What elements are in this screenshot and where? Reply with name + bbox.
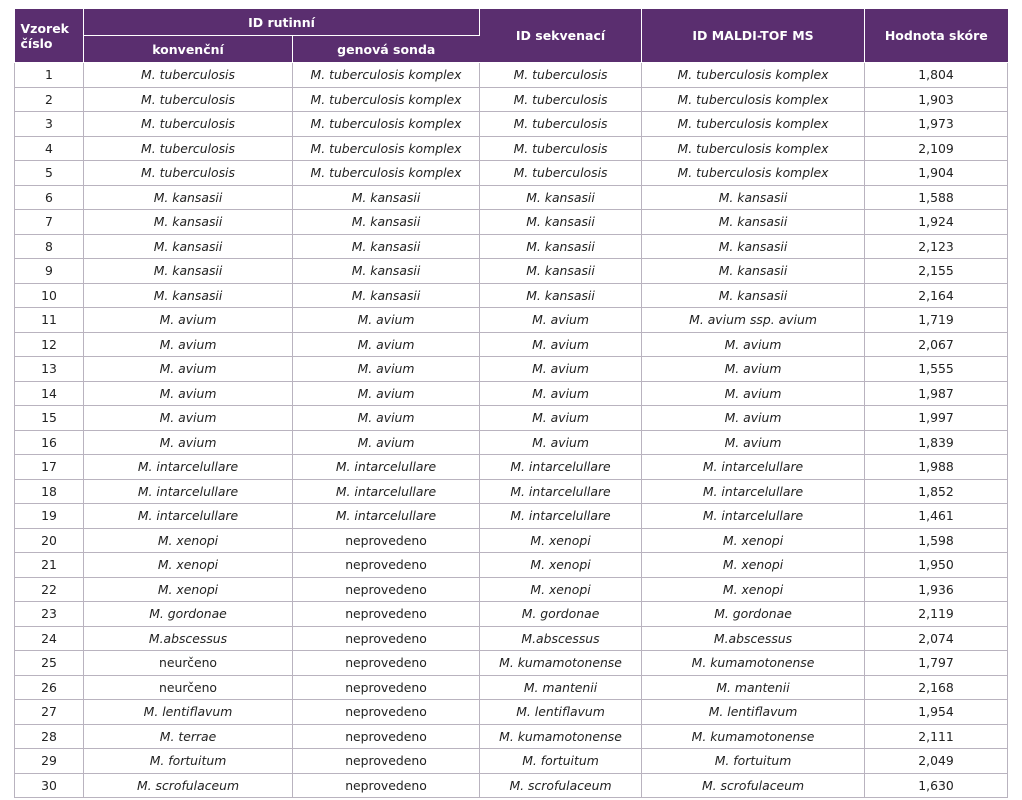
table-row (15, 430, 1008, 455)
cell-konvencni: M. gordonae (84, 602, 293, 627)
cell-genova-sonda: M. intarcelullare (293, 504, 480, 529)
table-row (15, 332, 1008, 357)
table-row (15, 63, 1008, 88)
cell-skore: 1,936 (865, 577, 1008, 602)
cell-skore: 1,839 (865, 430, 1008, 455)
table-row (15, 112, 1008, 137)
table-row (15, 381, 1008, 406)
cell-maldi: M. kansasii (642, 283, 865, 308)
cell-sekvenaci: M. gordonae (480, 602, 642, 627)
cell-maldi: M. intarcelullare (642, 455, 865, 480)
cell-maldi: M. tuberculosis komplex (642, 87, 865, 112)
header-hodnota-skore: Hodnota skóre (865, 9, 1008, 63)
cell-sekvenaci: M. xenopi (480, 577, 642, 602)
cell-sekvenaci: M. scrofulaceum (480, 773, 642, 798)
cell-genova-sonda: neprovedeno (293, 602, 480, 627)
cell-maldi: M. kansasii (642, 234, 865, 259)
table-row (15, 234, 1008, 259)
cell-maldi: M. tuberculosis komplex (642, 136, 865, 161)
table-row (15, 700, 1008, 725)
cell-maldi: M. lentiflavum (642, 700, 865, 725)
cell-sample-number: 30 (15, 773, 84, 798)
cell-konvencni: M. kansasii (84, 259, 293, 284)
cell-skore: 1,950 (865, 553, 1008, 578)
cell-sample-number: 21 (15, 553, 84, 578)
cell-maldi: M. tuberculosis komplex (642, 63, 865, 88)
cell-genova-sonda: neprovedeno (293, 675, 480, 700)
cell-maldi: M. mantenii (642, 675, 865, 700)
table-row (15, 87, 1008, 112)
cell-konvencni: M. avium (84, 381, 293, 406)
table-row (15, 357, 1008, 382)
cell-sekvenaci: M. avium (480, 430, 642, 455)
cell-sample-number: 25 (15, 651, 84, 676)
cell-konvencni: M. avium (84, 332, 293, 357)
cell-genova-sonda: neprovedeno (293, 553, 480, 578)
cell-sample-number: 11 (15, 308, 84, 333)
cell-skore: 1,852 (865, 479, 1008, 504)
cell-sekvenaci: M. intarcelullare (480, 455, 642, 480)
table-row (15, 724, 1008, 749)
table-row (15, 773, 1008, 798)
cell-sekvenaci: M. tuberculosis (480, 87, 642, 112)
cell-konvencni: M. kansasii (84, 234, 293, 259)
cell-skore: 2,067 (865, 332, 1008, 357)
identification-results-table (14, 9, 1008, 798)
cell-skore: 1,804 (865, 63, 1008, 88)
cell-konvencni: M. intarcelullare (84, 504, 293, 529)
header-id-sekvenaci: ID sekvenací (480, 9, 642, 63)
cell-maldi: M. kumamotonense (642, 651, 865, 676)
header-konvencni: konvenční (84, 36, 293, 63)
table-row (15, 675, 1008, 700)
table-row (15, 553, 1008, 578)
cell-genova-sonda: M. tuberculosis komplex (293, 112, 480, 137)
cell-konvencni: M. avium (84, 308, 293, 333)
cell-genova-sonda: neprovedeno (293, 749, 480, 774)
cell-sekvenaci: M. tuberculosis (480, 112, 642, 137)
cell-genova-sonda: neprovedeno (293, 724, 480, 749)
cell-sekvenaci: M. intarcelullare (480, 504, 642, 529)
cell-genova-sonda: M. intarcelullare (293, 479, 480, 504)
cell-sekvenaci: M. avium (480, 332, 642, 357)
cell-maldi: M. avium (642, 332, 865, 357)
cell-sample-number: 4 (15, 136, 84, 161)
cell-genova-sonda: neprovedeno (293, 773, 480, 798)
table-body (15, 63, 1008, 798)
table-header (15, 9, 1008, 63)
cell-skore: 1,903 (865, 87, 1008, 112)
cell-sample-number: 14 (15, 381, 84, 406)
cell-maldi: M. intarcelullare (642, 504, 865, 529)
cell-skore: 2,155 (865, 259, 1008, 284)
cell-sample-number: 22 (15, 577, 84, 602)
cell-sample-number: 10 (15, 283, 84, 308)
cell-skore: 1,630 (865, 773, 1008, 798)
cell-sekvenaci: M. tuberculosis (480, 161, 642, 186)
cell-konvencni: M. avium (84, 430, 293, 455)
table-row (15, 479, 1008, 504)
cell-sekvenaci: M. tuberculosis (480, 63, 642, 88)
cell-genova-sonda: M. kansasii (293, 259, 480, 284)
cell-skore: 2,123 (865, 234, 1008, 259)
cell-sample-number: 20 (15, 528, 84, 553)
cell-genova-sonda: neprovedeno (293, 577, 480, 602)
cell-genova-sonda: M. kansasii (293, 210, 480, 235)
cell-sample-number: 7 (15, 210, 84, 235)
cell-maldi: M. kansasii (642, 259, 865, 284)
cell-sample-number: 2 (15, 87, 84, 112)
cell-skore: 2,109 (865, 136, 1008, 161)
table-row (15, 210, 1008, 235)
table-row (15, 283, 1008, 308)
cell-konvencni: M. tuberculosis (84, 161, 293, 186)
cell-sample-number: 16 (15, 430, 84, 455)
header-genova-sonda: genová sonda (293, 36, 480, 63)
cell-sekvenaci: M. mantenii (480, 675, 642, 700)
cell-konvencni: M. kansasii (84, 210, 293, 235)
cell-sample-number: 24 (15, 626, 84, 651)
cell-konvencni: M. tuberculosis (84, 63, 293, 88)
cell-maldi: M. gordonae (642, 602, 865, 627)
cell-skore: 1,988 (865, 455, 1008, 480)
cell-genova-sonda: M. avium (293, 406, 480, 431)
cell-sample-number: 18 (15, 479, 84, 504)
cell-sample-number: 3 (15, 112, 84, 137)
cell-maldi: M. fortuitum (642, 749, 865, 774)
header-vzorek-cislo (15, 9, 84, 63)
cell-genova-sonda: M. kansasii (293, 185, 480, 210)
cell-skore: 2,049 (865, 749, 1008, 774)
cell-maldi: M. avium (642, 381, 865, 406)
cell-skore: 1,588 (865, 185, 1008, 210)
header-id-maldi: ID MALDI-TOF MS (642, 9, 865, 63)
cell-skore: 2,168 (865, 675, 1008, 700)
cell-sample-number: 27 (15, 700, 84, 725)
cell-sample-number: 29 (15, 749, 84, 774)
cell-sekvenaci: M. kansasii (480, 210, 642, 235)
cell-skore: 1,924 (865, 210, 1008, 235)
table-row (15, 504, 1008, 529)
cell-skore: 1,555 (865, 357, 1008, 382)
cell-sample-number: 28 (15, 724, 84, 749)
cell-genova-sonda: M. avium (293, 308, 480, 333)
cell-konvencni: neurčeno (84, 675, 293, 700)
cell-genova-sonda: M. intarcelullare (293, 455, 480, 480)
cell-skore: 2,111 (865, 724, 1008, 749)
cell-konvencni: M.abscessus (84, 626, 293, 651)
cell-maldi: M. tuberculosis komplex (642, 161, 865, 186)
cell-maldi: M. kumamotonense (642, 724, 865, 749)
table-row (15, 259, 1008, 284)
cell-sekvenaci: M. avium (480, 308, 642, 333)
cell-genova-sonda: M. avium (293, 430, 480, 455)
cell-konvencni: M. xenopi (84, 577, 293, 602)
cell-sekvenaci: M. kansasii (480, 259, 642, 284)
cell-skore: 2,119 (865, 602, 1008, 627)
cell-sekvenaci: M. xenopi (480, 528, 642, 553)
cell-sample-number: 1 (15, 63, 84, 88)
cell-sekvenaci: M. kansasii (480, 283, 642, 308)
cell-sample-number: 15 (15, 406, 84, 431)
cell-konvencni: M. scrofulaceum (84, 773, 293, 798)
cell-maldi: M. avium ssp. avium (642, 308, 865, 333)
table-row (15, 602, 1008, 627)
cell-sekvenaci: M. lentiflavum (480, 700, 642, 725)
cell-sample-number: 9 (15, 259, 84, 284)
cell-maldi: M. xenopi (642, 528, 865, 553)
cell-maldi: M. xenopi (642, 577, 865, 602)
cell-konvencni: M. fortuitum (84, 749, 293, 774)
cell-sekvenaci: M. kumamotonense (480, 651, 642, 676)
cell-genova-sonda: neprovedeno (293, 626, 480, 651)
cell-maldi: M. xenopi (642, 553, 865, 578)
table-row (15, 626, 1008, 651)
cell-sample-number: 19 (15, 504, 84, 529)
header-cislo: číslo (20, 35, 53, 51)
cell-genova-sonda: M. tuberculosis komplex (293, 87, 480, 112)
cell-sample-number: 8 (15, 234, 84, 259)
cell-skore: 1,987 (865, 381, 1008, 406)
cell-maldi: M. avium (642, 357, 865, 382)
results-table-container (14, 9, 1007, 798)
cell-skore: 1,997 (865, 406, 1008, 431)
cell-skore: 1,954 (865, 700, 1008, 725)
cell-konvencni: M. terrae (84, 724, 293, 749)
table-row (15, 185, 1008, 210)
cell-sekvenaci: M.abscessus (480, 626, 642, 651)
cell-skore: 1,973 (865, 112, 1008, 137)
cell-konvencni: M. tuberculosis (84, 136, 293, 161)
cell-konvencni: M. kansasii (84, 185, 293, 210)
cell-sample-number: 12 (15, 332, 84, 357)
cell-skore: 1,719 (865, 308, 1008, 333)
cell-maldi: M. kansasii (642, 210, 865, 235)
cell-konvencni: M. xenopi (84, 528, 293, 553)
cell-konvencni: neurčeno (84, 651, 293, 676)
header-vzorek: Vzorek (20, 20, 69, 36)
cell-sample-number: 26 (15, 675, 84, 700)
cell-sekvenaci: M. kumamotonense (480, 724, 642, 749)
cell-genova-sonda: neprovedeno (293, 700, 480, 725)
cell-genova-sonda: M. kansasii (293, 234, 480, 259)
cell-sekvenaci: M. kansasii (480, 185, 642, 210)
cell-skore: 1,904 (865, 161, 1008, 186)
cell-konvencni: M. tuberculosis (84, 87, 293, 112)
cell-skore: 1,797 (865, 651, 1008, 676)
cell-sample-number: 23 (15, 602, 84, 627)
cell-sekvenaci: M. avium (480, 406, 642, 431)
cell-genova-sonda: M. avium (293, 357, 480, 382)
cell-sample-number: 17 (15, 455, 84, 480)
cell-maldi: M. kansasii (642, 185, 865, 210)
cell-konvencni: M. intarcelullare (84, 455, 293, 480)
cell-konvencni: M. tuberculosis (84, 112, 293, 137)
cell-sample-number: 6 (15, 185, 84, 210)
cell-maldi: M. tuberculosis komplex (642, 112, 865, 137)
cell-genova-sonda: M. avium (293, 381, 480, 406)
table-row (15, 161, 1008, 186)
cell-genova-sonda: M. kansasii (293, 283, 480, 308)
cell-sample-number: 13 (15, 357, 84, 382)
cell-genova-sonda: M. tuberculosis komplex (293, 63, 480, 88)
cell-sekvenaci: M. tuberculosis (480, 136, 642, 161)
cell-skore: 2,164 (865, 283, 1008, 308)
cell-genova-sonda: M. tuberculosis komplex (293, 136, 480, 161)
table-row (15, 136, 1008, 161)
header-id-rutinni: ID rutinní (84, 9, 480, 36)
cell-genova-sonda: M. tuberculosis komplex (293, 161, 480, 186)
table-row (15, 308, 1008, 333)
cell-maldi: M. scrofulaceum (642, 773, 865, 798)
cell-konvencni: M. kansasii (84, 283, 293, 308)
cell-skore: 1,461 (865, 504, 1008, 529)
cell-konvencni: M. xenopi (84, 553, 293, 578)
cell-maldi: M. intarcelullare (642, 479, 865, 504)
cell-konvencni: M. intarcelullare (84, 479, 293, 504)
cell-sekvenaci: M. intarcelullare (480, 479, 642, 504)
cell-sekvenaci: M. xenopi (480, 553, 642, 578)
cell-konvencni: M. lentiflavum (84, 700, 293, 725)
cell-genova-sonda: neprovedeno (293, 528, 480, 553)
cell-konvencni: M. avium (84, 357, 293, 382)
cell-genova-sonda: neprovedeno (293, 651, 480, 676)
table-row (15, 455, 1008, 480)
cell-maldi: M. avium (642, 430, 865, 455)
table-row (15, 749, 1008, 774)
cell-sekvenaci: M. avium (480, 381, 642, 406)
cell-sekvenaci: M. fortuitum (480, 749, 642, 774)
cell-sekvenaci: M. kansasii (480, 234, 642, 259)
table-row (15, 406, 1008, 431)
table-row (15, 577, 1008, 602)
table-row (15, 528, 1008, 553)
cell-konvencni: M. avium (84, 406, 293, 431)
cell-sekvenaci: M. avium (480, 357, 642, 382)
cell-skore: 2,074 (865, 626, 1008, 651)
cell-skore: 1,598 (865, 528, 1008, 553)
cell-genova-sonda: M. avium (293, 332, 480, 357)
cell-maldi: M.abscessus (642, 626, 865, 651)
cell-maldi: M. avium (642, 406, 865, 431)
cell-sample-number: 5 (15, 161, 84, 186)
table-row (15, 651, 1008, 676)
